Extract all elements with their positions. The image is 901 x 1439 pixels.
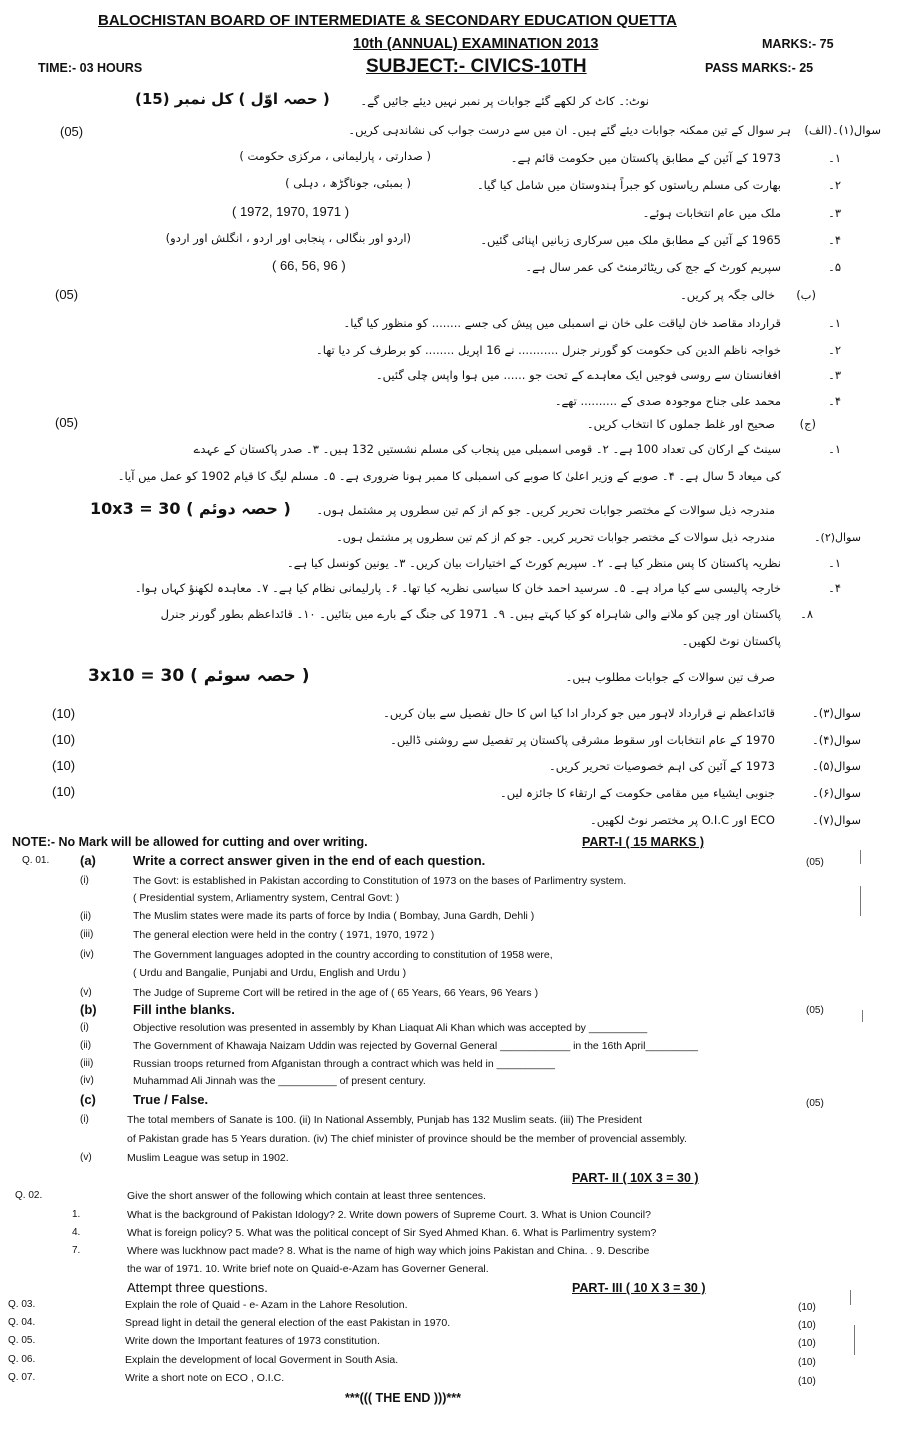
urdu-row: نظریہ پاکستان کا پس منظر کیا ہے۔ ۲۔ سپریم کورٹ کے اختیارات بیان کریں۔ ۳۔ یونین کونسل کیا ہے۔ bbox=[287, 556, 781, 570]
q1c-label: (ج) bbox=[799, 417, 816, 431]
q-marks: (10) bbox=[52, 706, 76, 721]
item-text: The Muslim states were made its parts of force by India ( Bombay, Juna Gardh, Dehli ) bbox=[133, 910, 535, 922]
urdu-tf-line: سینٹ کے ارکان کی تعداد 100 ہے۔ ۲۔ قومی اسمبلی میں پنجاب کی مسلم نشستیں 132 ہیں۔ ۳۔ صدر پاکستان کے عہدے bbox=[193, 442, 781, 456]
item-num: (ii) bbox=[80, 911, 92, 922]
exam-title: 10th (ANNUAL) EXAMINATION 2013 bbox=[353, 36, 599, 52]
item-num: (iv) bbox=[80, 1075, 94, 1086]
urdu-q-label: سوال(۶)۔ bbox=[811, 786, 861, 800]
item-num: 1. bbox=[72, 1209, 81, 1220]
item-text: The Government of Khawaja Naizam Uddin was rejected by Governal General ____________ in the 16th April_________ bbox=[133, 1040, 699, 1052]
urdu-q-label: سوال(۴)۔ bbox=[811, 733, 861, 747]
urdu-item-num: ۱۔ bbox=[828, 442, 841, 456]
item-num: 4. bbox=[72, 1227, 81, 1238]
q2-row: What is the background of Pakistan Idology? 2. Write down powers of Supreme Court. 3. What is Union Council? bbox=[127, 1209, 651, 1221]
urdu-item-num: ۱۔ bbox=[828, 556, 841, 570]
q-marks: (10) bbox=[798, 1320, 816, 1331]
scan-line bbox=[860, 886, 861, 916]
q2-row: What is foreign policy? 5. What was the political concept of Sir Syed Ahmed Khan. 6. What is Parlimentry system? bbox=[127, 1227, 657, 1239]
item-num: 7. bbox=[72, 1245, 81, 1256]
item-text: The Government languages adopted in the country according to constitution of 1958 were, bbox=[133, 949, 553, 961]
q-marks: (10) bbox=[798, 1302, 816, 1313]
urdu-item-num: ۲۔ bbox=[828, 343, 841, 357]
urdu-q-label: سوال(۷)۔ bbox=[811, 813, 861, 827]
q1c-marks: (05) bbox=[55, 415, 79, 430]
part2-instruction: مندرجہ ذیل سوالات کے مختصر جوابات تحریر کریں۔ جو کم از کم تین سطروں پر مشتمل ہوں۔ bbox=[316, 503, 775, 517]
urdu-item-text: سپریم کورٹ کے جج کی ریٹائرمنٹ کی عمر سال ہے۔ bbox=[525, 260, 781, 274]
q-marks: (10) bbox=[52, 758, 76, 773]
q-marks: (10) bbox=[52, 732, 76, 747]
item-text: Russian troops returned from Afganistan through a contract which was held in __________ bbox=[133, 1058, 556, 1070]
section-title: True / False. bbox=[133, 1092, 209, 1107]
urdu-item-text: محمد علی جناح موجودہ صدی کے .......... تھے۔ bbox=[554, 394, 781, 408]
urdu-tf-line: کی میعاد 5 سال ہے۔ ۴۔ صوبے کے وزیر اعلیٰ کا صوبے کی اسمبلی کا ممبر ہونا ضروری ہے۔ ۵۔ مسلم لیگ کا قیام 1902 کو عمل میں آیا۔ bbox=[117, 469, 781, 483]
item-num: (iv) bbox=[80, 949, 94, 960]
tf-line: of Pakistan grade has 5 Years duration. (iv) The chief minister of province should be the member of provencial assembly. bbox=[127, 1133, 687, 1145]
urdu-item-options: ( 1972, 1970, 1971 ) bbox=[232, 204, 350, 219]
scan-line bbox=[850, 1290, 851, 1305]
urdu-item-options: ( 66, 56, 96 ) bbox=[272, 258, 346, 273]
urdu-item-text: 1965 کے آئین کے مطابق ملک میں سرکاری زبانیں اپنائی گئیں۔ bbox=[480, 233, 781, 247]
part2-heading: PART- II ( 10X 3 = 30 ) bbox=[572, 1171, 699, 1185]
q-marks: (10) bbox=[798, 1338, 816, 1349]
urdu-item-num: ۱۔ bbox=[828, 151, 841, 165]
q-label: Q. 05. bbox=[8, 1335, 36, 1346]
item-text: Muhammad Ali Jinnah was the __________ of present century. bbox=[133, 1075, 426, 1087]
tf-line: Muslim League was setup in 1902. bbox=[127, 1152, 289, 1164]
urdu-question: 1973 کے آئین کی اہم خصوصیات تحریر کریں۔ bbox=[549, 759, 775, 773]
subject-title: SUBJECT:- CIVICS-10TH bbox=[366, 56, 587, 77]
urdu-part3-heading: 3x10 = 30 ( حصہ سوئم ) bbox=[88, 666, 310, 686]
q1a-marks: (05) bbox=[60, 124, 84, 139]
urdu-question: 1970 کے عام انتخابات اور سقوط مشرقی پاکستان پر تفصیل سے روشنی ڈالیں۔ bbox=[390, 733, 775, 747]
question-text: Write a short note on ECO , O.I.C. bbox=[125, 1372, 285, 1384]
q2-row: the war of 1971. 10. Write brief note on Quaid-e-Azam has Governer General. bbox=[127, 1263, 489, 1275]
pass-marks: PASS MARKS:- 25 bbox=[705, 61, 814, 75]
urdu-item-options: (اردو اور بنگالی ، پنجابی اور اردو ، انگلش اور اردو) bbox=[165, 231, 411, 245]
urdu-question: قائداعظم نے قرارداد لاہور میں جو کردار ادا کیا اس کا حال تفصیل سے بیان کریں۔ bbox=[383, 706, 775, 720]
urdu-item-text: 1973 کے آئین کے مطابق پاکستان میں حکومت قائم ہے۔ bbox=[510, 151, 781, 165]
urdu-item-text: بھارت کی مسلم ریاستوں کو جبراً ہندوستان میں شامل کیا گیا۔ bbox=[476, 178, 781, 192]
urdu-part2-heading: 10x3 = 30 ( حصہ دوئم ) bbox=[90, 499, 291, 518]
urdu-row: پاکستان اور چین کو ملانے والی شاہراہ کو کیا کہتے ہیں۔ ۹۔ 1971 کی جنگ کے بارے میں بتائیں۔ ۱۰۔ قائداعظم بطور گورنر جنرل bbox=[160, 607, 781, 621]
part2-instruction-2: مندرجہ ذیل سوالات کے مختصر جوابات تحریر کریں۔ جو کم از کم تین سطروں پر مشتمل ہوں۔ bbox=[336, 531, 775, 544]
q-label: Q. 04. bbox=[8, 1317, 36, 1328]
q-label: Q. 03. bbox=[8, 1299, 36, 1310]
scan-line bbox=[862, 1010, 863, 1022]
urdu-item-num: ۴۔ bbox=[828, 233, 841, 247]
section-title: Write a correct answer given in the end of each question. bbox=[133, 853, 486, 868]
note: NOTE:- No Mark will be allowed for cutting and over writing. bbox=[12, 835, 368, 849]
urdu-question: ECO اور O.I.C پر مختصر نوٹ لکھیں۔ bbox=[590, 813, 775, 827]
urdu-note: نوٹ:۔ کاٹ کر لکھے گئے جوابات پر نمبر نہیں دیئے جائیں گے۔ bbox=[360, 94, 649, 108]
q1b-label: (ب) bbox=[796, 288, 816, 302]
urdu-item-num: ۱۔ bbox=[828, 316, 841, 330]
attempt-instruction: Attempt three questions. bbox=[127, 1280, 268, 1295]
part3-heading: PART- III ( 10 X 3 = 30 ) bbox=[572, 1281, 706, 1295]
item-options: ( Presidential system, Arliamentry system, Central Govt: ) bbox=[133, 892, 400, 904]
item-num: (iii) bbox=[80, 929, 94, 940]
item-text: The Govt: is established in Pakistan according to Constitution of 1973 on the bases of Parlimentry system. bbox=[133, 875, 627, 887]
urdu-item-num: ۳۔ bbox=[828, 206, 841, 220]
q-label: Q. 06. bbox=[8, 1354, 36, 1365]
urdu-item-text: افغانستان سے روسی فوجیں ایک معاہدے کے تحت جو ...... میں ہوا واپس چلی گئیں۔ bbox=[375, 368, 781, 382]
urdu-q-label: سوال(۵)۔ bbox=[811, 759, 861, 773]
q2-label: سوال(۲)۔ bbox=[814, 531, 861, 544]
question-text: Spread light in detail the general election of the east Pakistan in 1970. bbox=[125, 1317, 451, 1329]
q1a-instruction: ہر سوال کے تین ممکنہ جوابات دیئے گئے ہیں۔ ان میں سے درست جواب کی نشاندہی کریں۔ bbox=[348, 123, 791, 137]
item-text: The Judge of Supreme Cort will be retired in the age of ( 65 Years, 66 Years, 96 Years ) bbox=[133, 987, 539, 999]
the-end: ***((( THE END )))*** bbox=[345, 1391, 461, 1405]
q2-row: Where was luckhnow pact made? 8. What is the name of high way which joins Pakistan and China. . 9. Describe bbox=[127, 1245, 650, 1257]
urdu-item-text: قرارداد مقاصد خان لیاقت علی خان نے اسمبلی میں پیش کی جسے ........ کو منظور کیا گیا۔ bbox=[343, 316, 781, 330]
item-text: Objective resolution was presented in assembly by Khan Liaquat Ali Khan which was accepted by __________ bbox=[133, 1022, 648, 1034]
section-title: Fill inthe blanks. bbox=[133, 1002, 235, 1017]
exam-time: TIME:- 03 HOURS bbox=[38, 61, 143, 75]
urdu-item-num: ۳۔ bbox=[828, 368, 841, 382]
question-text: Write down the Important features of 1973 constitution. bbox=[125, 1335, 380, 1347]
urdu-item-num: ۴۔ bbox=[828, 581, 841, 595]
item-options: ( Urdu and Bangalie, Punjabi and Urdu, English and Urdu ) bbox=[133, 967, 407, 979]
total-marks: MARKS:- 75 bbox=[762, 37, 834, 51]
sub-label: (c) bbox=[80, 1092, 96, 1107]
sub-label: (a) bbox=[80, 853, 96, 868]
part1-heading: PART-I ( 15 MARKS ) bbox=[582, 835, 704, 849]
item-num: (i) bbox=[80, 1022, 89, 1033]
item-num: (iii) bbox=[80, 1058, 94, 1069]
scan-line bbox=[860, 850, 861, 864]
urdu-part1-heading: ( حصہ اوّل ) کل نمبر (15) bbox=[135, 90, 330, 108]
item-num: (v) bbox=[80, 987, 92, 998]
urdu-item-num: ۴۔ bbox=[828, 394, 841, 408]
urdu-row: پاکستان نوٹ لکھیں۔ bbox=[681, 634, 781, 648]
q-marks: (10) bbox=[798, 1376, 816, 1387]
urdu-item-num: ۲۔ bbox=[828, 178, 841, 192]
q2-label: Q. 02. bbox=[15, 1190, 43, 1201]
q-label: Q. 07. bbox=[8, 1372, 36, 1383]
urdu-item-num: ۸۔ bbox=[800, 607, 813, 621]
section-marks: (05) bbox=[806, 1098, 824, 1109]
section-marks: (05) bbox=[806, 857, 824, 868]
urdu-item-text: خواجہ ناظم الدین کی حکومت کو گورنر جنرل ........... نے 16 اپریل ........ کو برطرف کر دیا تھا۔ bbox=[315, 343, 781, 357]
urdu-item-num: ۵۔ bbox=[828, 260, 841, 274]
question-text: Explain the role of Quaid - e- Azam in the Lahore Resolution. bbox=[125, 1299, 408, 1311]
section-marks: (05) bbox=[806, 1005, 824, 1016]
q1b-instruction: خالی جگہ پر کریں۔ bbox=[680, 288, 775, 302]
item-text: The general election were held in the contry ( 1971, 1970, 1972 ) bbox=[133, 929, 435, 941]
urdu-item-text: ملک میں عام انتخابات ہوئے۔ bbox=[642, 206, 781, 220]
q2-instruction: Give the short answer of the following which contain at least three sentences. bbox=[127, 1190, 486, 1202]
item-num: (v) bbox=[80, 1152, 92, 1163]
q-marks: (10) bbox=[52, 784, 76, 799]
q-marks: (10) bbox=[798, 1357, 816, 1368]
urdu-item-options: ( بمبئی، جوناگڑھ ، دہلی ) bbox=[285, 176, 411, 190]
board-title: BALOCHISTAN BOARD OF INTERMEDIATE & SECONDARY EDUCATION QUETTA bbox=[98, 12, 677, 29]
q1b-marks: (05) bbox=[55, 287, 79, 302]
urdu-q-label: سوال(۳)۔ bbox=[811, 706, 861, 720]
q1c-instruction: صحیح اور غلط جملوں کا انتخاب کریں۔ bbox=[586, 417, 775, 431]
q1a-label: سوال(۱)۔(الف) bbox=[804, 123, 881, 137]
urdu-item-options: ( صدارتی ، پارلیمانی ، مرکزی حکومت ) bbox=[239, 149, 431, 163]
scan-line bbox=[854, 1325, 855, 1355]
item-num: (i) bbox=[80, 1114, 89, 1125]
tf-line: The total members of Sanate is 100. (ii) In National Assembly, Punjab has 132 Muslim seats. (iii) The President bbox=[127, 1114, 642, 1126]
question-text: Explain the development of local Goverment in South Asia. bbox=[125, 1354, 399, 1366]
item-num: (i) bbox=[80, 875, 89, 886]
urdu-question: جنوبی ایشیاء میں مقامی حکومت کے ارتقاء کا جائزہ لیں۔ bbox=[500, 786, 775, 800]
q1-label: Q. 01. bbox=[22, 855, 50, 866]
urdu-row: خارجہ پالیسی سے کیا مراد ہے۔ ۵۔ سرسید احمد خان کا سیاسی نظریہ کیا تھا۔ ۶۔ پارلیمانی نظام کیا ہے۔ ۷۔ معاہدہ لکھنؤ کہاں ہوا۔ bbox=[134, 581, 781, 595]
sub-label: (b) bbox=[80, 1002, 97, 1017]
item-num: (ii) bbox=[80, 1040, 92, 1051]
part3-instruction: صرف تین سوالات کے جوابات مطلوب ہیں۔ bbox=[565, 670, 775, 684]
